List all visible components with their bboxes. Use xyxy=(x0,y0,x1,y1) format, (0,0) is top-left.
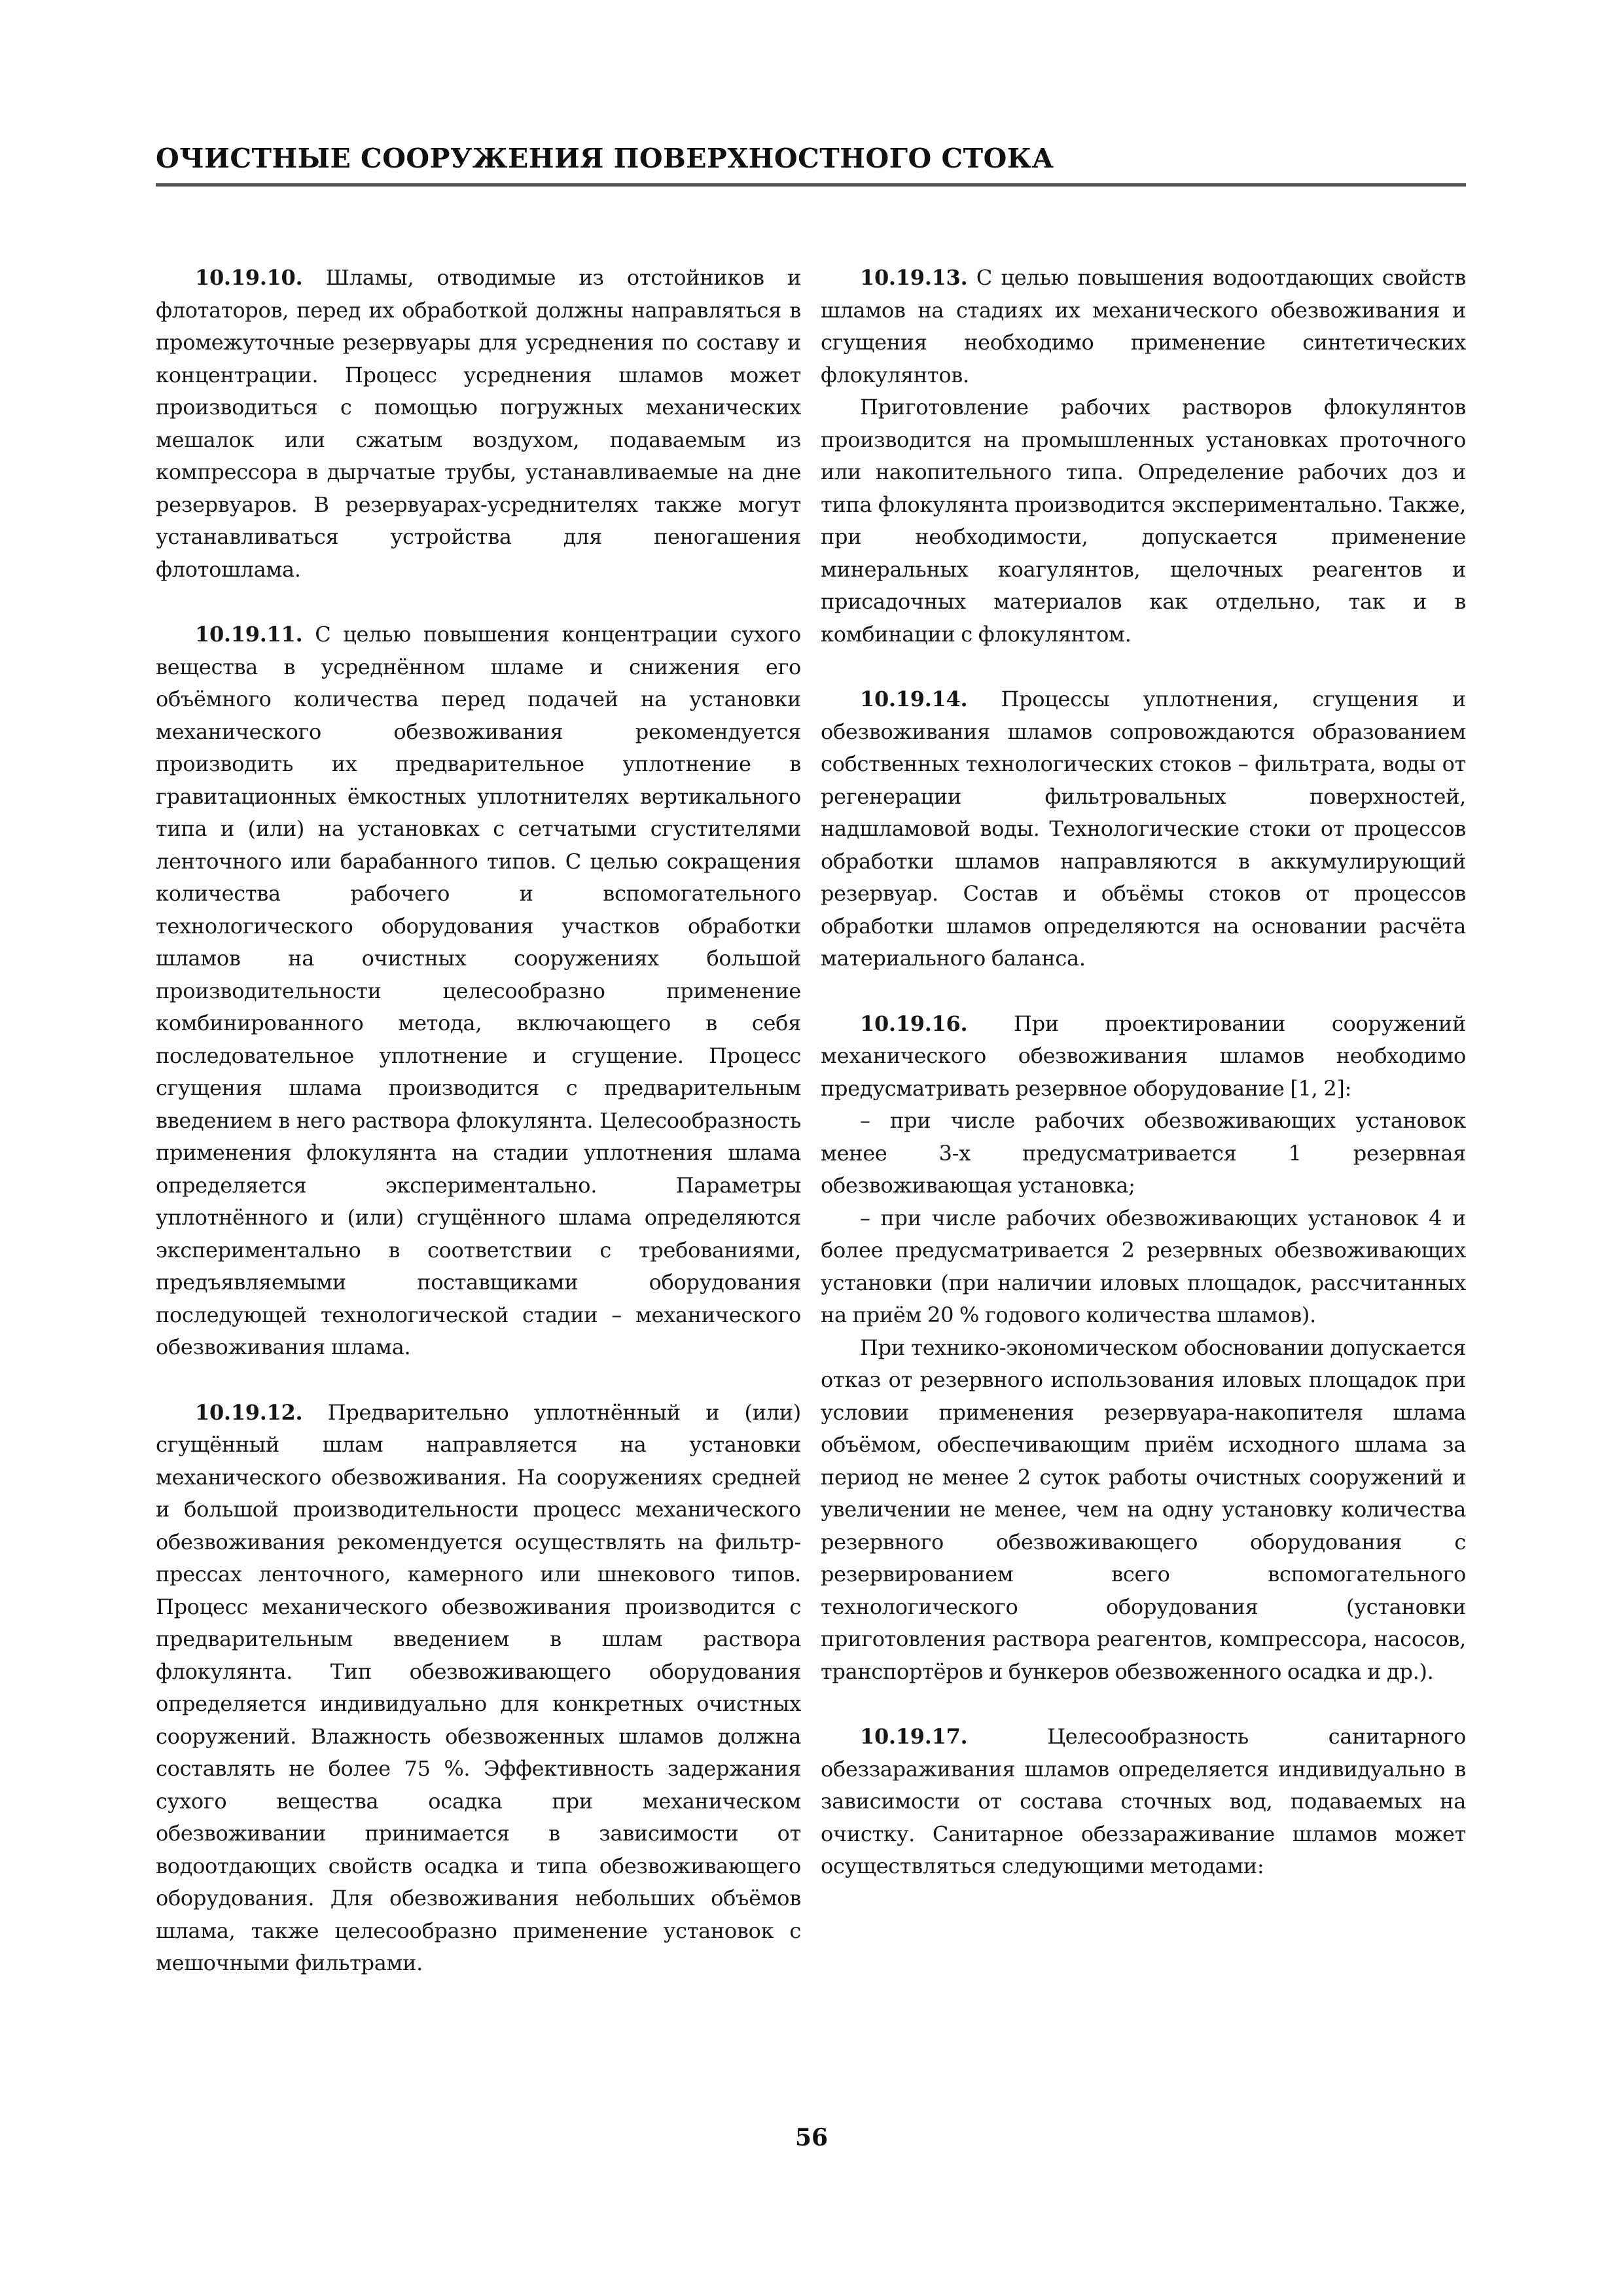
clause-number: 10.19.12. xyxy=(195,1399,303,1425)
list-item-text: – при числе рабочих обезвоживающих установок 4 и более предусматривается 2 резервных обезвоживающих установки (при наличии иловых площадок, рассчитанных на приём 20 % годового количества шламов). xyxy=(821,1205,1466,1327)
paragraph-text: С целью повышения концентрации сухого вещества в усреднённом шламе и снижения его объёмного количества перед подачей на установки механического обезвоживания рекомендуется производить их предварительное уплотнение в гравитационных ёмкостных уплотнителях вертикального типа и (или) на установках с сетчатыми сгустителями ленточного или барабанного типов. С целью сокращения количества рабочего и вспомогательного технологического оборудования участков обработки шламов на очистных сооружениях большой производительности целесообразно применение комбинированного метода, включающего в себя последовательное уплотнение и сгущение. Процесс сгущения шлама производится с предварительным введением в него раствора флокулянта. Целесообразность применения флокулянта на стадии уплотнения шлама определяется экспериментально. Параметры уплотнённого и (или) сгущённого шлама определяются экспериментально в соответствии с требованиями, предъявляемыми поставщиками оборудования последующей технологической стадии – механического обезвоживания шлама. xyxy=(156,622,801,1359)
clause-number: 10.19.17. xyxy=(860,1724,968,1749)
list-item-reserve-2 xyxy=(821,1202,1466,1332)
paragraph-10-19-13 xyxy=(821,262,1466,391)
page-number: 56 xyxy=(794,2124,829,2151)
paragraph-10-19-10 xyxy=(156,262,801,586)
paragraph-flocculant-preparation xyxy=(821,391,1466,651)
header-rule xyxy=(156,183,1466,187)
clause-number: 10.19.11. xyxy=(195,622,303,647)
clause-number: 10.19.16. xyxy=(860,1011,968,1036)
right-column xyxy=(821,262,1466,2166)
clause-number: 10.19.14. xyxy=(860,687,968,711)
paragraph-text: Приготовление рабочих растворов флокулянтов производится на промышленных установках проточного или накопительного типа. Определение рабочих доз и типа флокулянта производится экспериментально. Также, при необходимости, допускается применение минеральных коагулянтов, щелочных реагентов и присадочных материалов как отдельно, так и в комбинации с флокулянтом. xyxy=(821,395,1466,647)
paragraph-10-19-14 xyxy=(821,683,1466,975)
list-item-text: – при числе рабочих обезвоживающих установок менее 3-х предусматривается 1 резервная обезвоживающая установка; xyxy=(821,1108,1466,1198)
paragraph-text: Целесообразность санитарного обеззараживания шламов определяется индивидуально в зависимости от состава сточных вод, подаваемых на очистку. Санитарное обеззараживание шламов может осуществляться следующими методами: xyxy=(821,1724,1466,1878)
clause-number: 10.19.10. xyxy=(195,265,303,290)
running-header: ОЧИСТНЫЕ СООРУЖЕНИЯ ПОВЕРХНОСТНОГО СТОКА xyxy=(156,143,1054,174)
clause-number: 10.19.13. xyxy=(860,265,968,290)
paragraph-text: Процессы уплотнения, сгущения и обезвоживания шламов сопровождаются образованием собственных технологических стоков – фильтрата, воды от регенерации фильтровальных поверхностей, надшламовой воды. Технологические стоки от процессов обработки шламов направляются в аккумулирующий резервуар. Состав и объёмы стоков от процессов обработки шламов определяются на основании расчёта материального баланса. xyxy=(821,687,1466,971)
paragraph-10-19-11 xyxy=(156,619,801,1364)
paragraph-text: Предварительно уплотнённый и (или) сгущённый шлам направляется на установки механического обезвоживания. На сооружениях средней и большой производительности процесс механического обезвоживания рекомендуется осуществлять на фильтр-прессах ленточного, камерного или шнекового типов. Процесс механического обезвоживания производится с предварительным введением в шлам раствора флокулянта. Тип обезвоживающего оборудования определяется индивидуально для конкретных очистных сооружений. Влажность обезвоженных шламов должна составлять не более 75 %. Эффективность задержания сухого вещества осадка при механическом обезвоживании принимается в зависимости от водоотдающих свойств осадка и типа обезвоживающего оборудования. Для обезвоживания небольших объёмов шлама, также целесообразно применение установок с мешочными фильтрами. xyxy=(156,1399,801,1975)
paragraph-text: При проектировании сооружений механического обезвоживания шламов необходимо предусматривать резервное оборудование [1, 2]: xyxy=(821,1011,1466,1101)
list-item-reserve-1 xyxy=(821,1105,1466,1202)
left-column xyxy=(156,262,801,2166)
paragraph-text: Шламы, отводимые из отстойников и флотаторов, перед их обработкой должны направляться в промежуточные резервуары для усреднения по составу и концентрации. Процесс усреднения шламов может производиться с помощью погружных механических мешалок или сжатым воздухом, подаваемым из компрессора в дырчатые трубы, устанавливаемые на дне резервуаров. В резервуарах-усреднителях также могут устанавливаться устройства для пеногашения флотошлама. xyxy=(156,265,801,582)
paragraph-10-19-12 xyxy=(156,1397,801,1980)
paragraph-economic-justification xyxy=(821,1332,1466,1689)
paragraph-10-19-17 xyxy=(821,1721,1466,1883)
paragraph-text: При технико-экономическом обосновании допускается отказ от резервного использования иловых площадок при условии применения резервуара-накопителя шлама объёмом, обеспечивающим приём исходного шлама за период не менее 2 суток работы очистных сооружений и увеличении не менее, чем на одну установку количества резервного обезвоживающего оборудования с резервированием всего вспомогательного технологического оборудования (установки приготовления раствора реагентов, компрессора, насосов, транспортёров и бункеров обезвоженного осадка и др.). xyxy=(821,1335,1466,1684)
paragraph-text: С целью повышения водоотдающих свойств шламов на стадиях их механического обезвоживания и сгущения необходимо применение синтетических флокулянтов. xyxy=(821,265,1466,387)
paragraph-10-19-16 xyxy=(821,1008,1466,1105)
